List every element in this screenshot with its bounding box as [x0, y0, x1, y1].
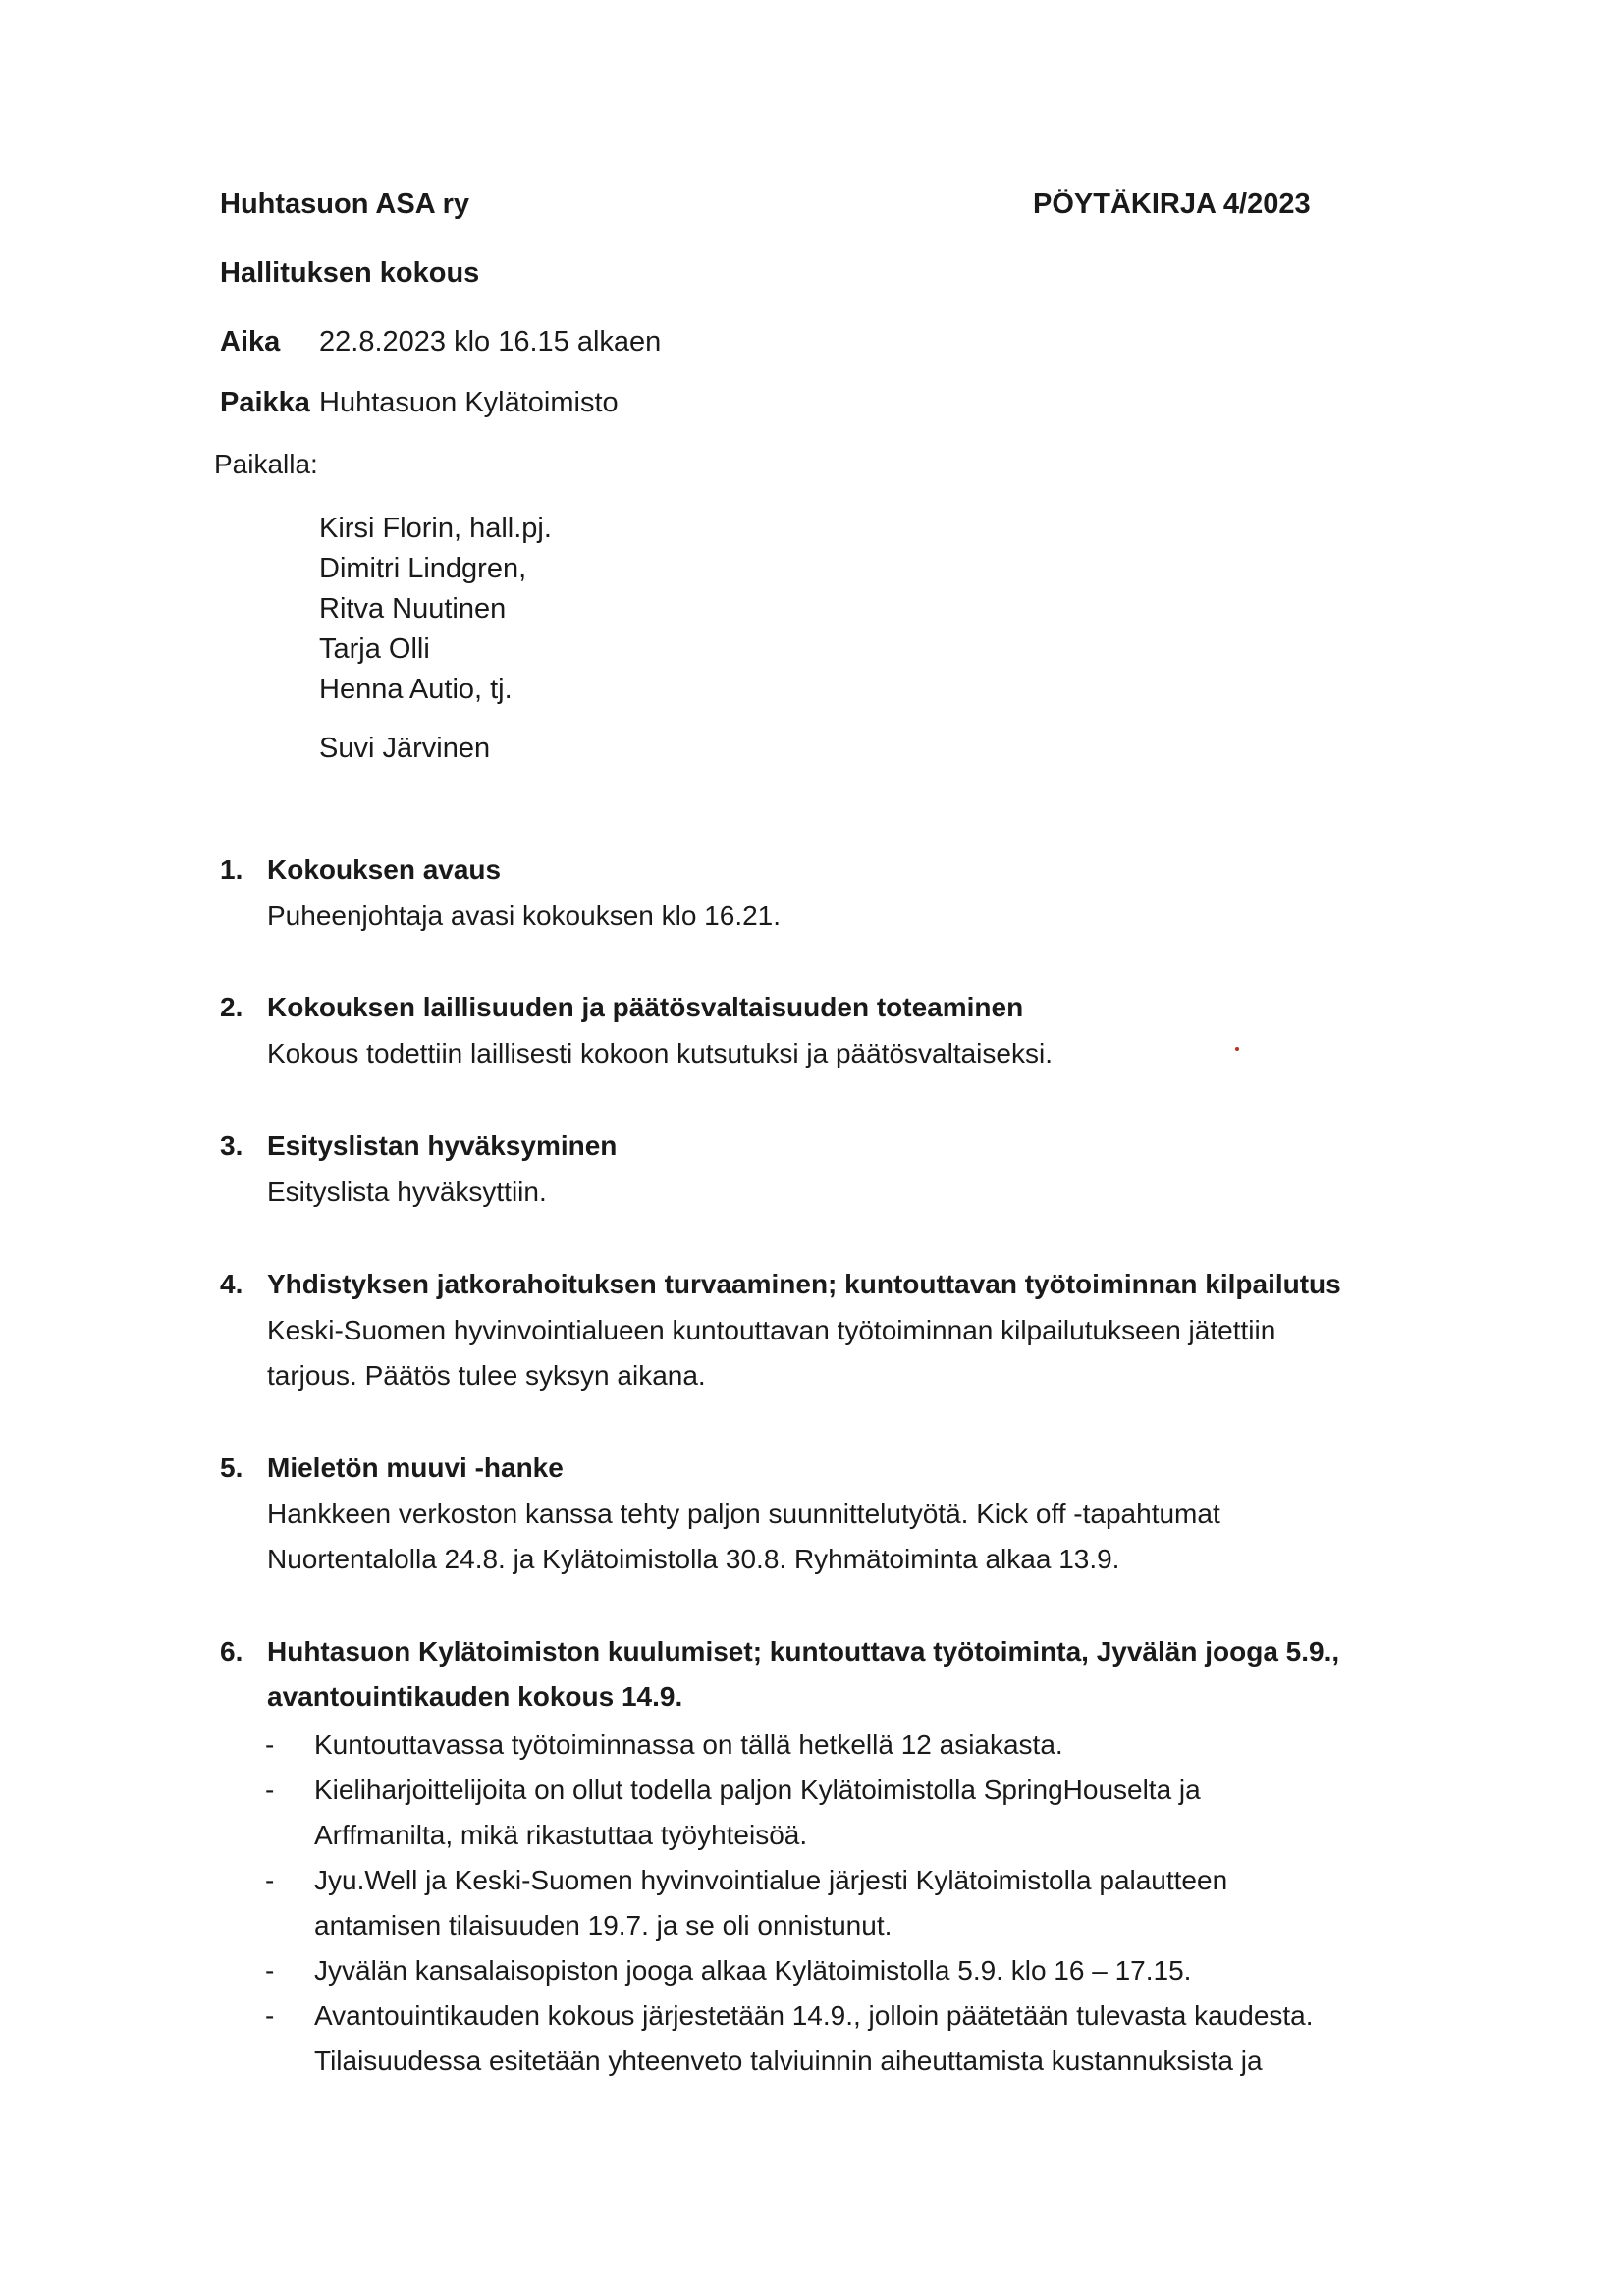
agenda-item-title: Yhdistyksen jatkorahoituksen turvaaminen; kuntouttavan työtoiminnan kilpailutus: [267, 1269, 1341, 1299]
bullet-text: Kieliharjoittelijoita on ollut todella paljon Kylätoimistolla SpringHouselta ja: [314, 1775, 1201, 1805]
bullet-item: [265, 1948, 1314, 1994]
time-value: 22.8.2023 klo 16.15 alkaen: [319, 326, 662, 357]
agenda-item-body-line: Nuortentalolla 24.8. ja Kylätoimistolla 30.8. Ryhmätoiminta alkaa 13.9.: [267, 1544, 1120, 1574]
dash-bullet-icon: -: [265, 1775, 275, 1805]
bullet-item: [265, 1768, 1314, 1858]
place-label: Paikka: [220, 387, 310, 418]
agenda-item-number: 2.: [220, 992, 243, 1022]
bullet-text: Kuntouttavassa työtoiminnassa on tällä hetkellä 12 asiakasta.: [314, 1729, 1063, 1760]
bullet-text: Avantouintikauden kokous järjestetään 14.9., jolloin päätetään tulevasta kaudesta.: [314, 2000, 1314, 2031]
bullet-text: Jyu.Well ja Keski-Suomen hyvinvointialue järjesti Kylätoimistolla palautteen: [314, 1865, 1228, 1895]
agenda-item-body-line: Keski-Suomen hyvinvointialueen kuntouttavan työtoiminnan kilpailutukseen jätettiin: [267, 1315, 1276, 1345]
document-type-title: PÖYTÄKIRJA 4/2023: [1033, 189, 1311, 220]
dash-bullet-icon: -: [265, 1729, 275, 1760]
agenda-item-body: Esityslista hyväksyttiin.: [267, 1176, 547, 1207]
agenda-item-body-line: Hankkeen verkoston kanssa tehty paljon suunnittelutyötä. Kick off -tapahtumat: [267, 1499, 1220, 1529]
bullet-item: [265, 1994, 1314, 2084]
agenda-item-number: 3.: [220, 1130, 243, 1161]
agenda-item-number: 4.: [220, 1269, 243, 1299]
bullet-item: [265, 1858, 1314, 1948]
time-label: Aika: [220, 326, 281, 357]
bullet-item: [265, 1722, 1314, 1768]
attendee: Ritva Nuutinen: [319, 593, 507, 625]
agenda-item-number: 5.: [220, 1452, 243, 1483]
attendee: Suvi Järvinen: [319, 733, 491, 764]
organization-name: Huhtasuon ASA ry: [220, 189, 470, 220]
attendee: Dimitri Lindgren,: [319, 553, 527, 584]
agenda-item-title: Esityslistan hyväksyminen: [267, 1130, 618, 1161]
agenda-item-title-line: Huhtasuon Kylätoimiston kuulumiset; kuntouttava työtoiminta, Jyvälän jooga 5.9.,: [267, 1636, 1340, 1667]
dash-bullet-icon: -: [265, 2000, 275, 2031]
meeting-title: Hallituksen kokous: [220, 257, 480, 289]
agenda-item-title: Kokouksen laillisuuden ja päätösvaltaisuuden toteaminen: [267, 992, 1024, 1022]
agenda-item-bullet-list: [265, 1722, 1314, 2084]
attendee-list: [319, 509, 552, 710]
meeting-time-row: [220, 324, 661, 359]
agenda-item-title-line: avantouintikauden kokous 14.9.: [267, 1681, 683, 1712]
agenda-item-number: 1.: [220, 854, 243, 885]
agenda-item-number: 6.: [220, 1636, 243, 1667]
bullet-text-continued: Arffmanilta, mikä rikastuttaa työyhteisöä.: [314, 1820, 808, 1850]
agenda-item-title: Mieletön muuvi -hanke: [267, 1452, 564, 1483]
attendee: Tarja Olli: [319, 633, 430, 665]
place-value: Huhtasuon Kylätoimisto: [319, 387, 619, 418]
bullet-text-continued: antamisen tilaisuuden 19.7. ja se oli onnistunut.: [314, 1910, 893, 1941]
agenda-item-body: Puheenjohtaja avasi kokouksen klo 16.21.: [267, 901, 782, 931]
meeting-place-row: [220, 385, 619, 420]
agenda-item-body-line: tarjous. Päätös tulee syksyn aikana.: [267, 1360, 706, 1391]
dash-bullet-icon: -: [265, 1865, 275, 1895]
attendee: Henna Autio, tj.: [319, 674, 513, 705]
agenda-item-body: Kokous todettiin laillisesti kokoon kutsutuksi ja päätösvaltaiseksi.: [267, 1038, 1053, 1068]
present-label: Paikalla:: [214, 449, 318, 479]
attendee: Kirsi Florin, hall.pj.: [319, 513, 552, 544]
agenda-item-title: Kokouksen avaus: [267, 854, 502, 885]
scan-speck: [1235, 1047, 1239, 1051]
dash-bullet-icon: -: [265, 1955, 275, 1986]
bullet-text: Jyvälän kansalaisopiston jooga alkaa Kylätoimistolla 5.9. klo 16 – 17.15.: [314, 1955, 1192, 1986]
bullet-text-continued: Tilaisuudessa esitetään yhteenveto talviuinnin aiheuttamista kustannuksista ja: [314, 2046, 1263, 2076]
